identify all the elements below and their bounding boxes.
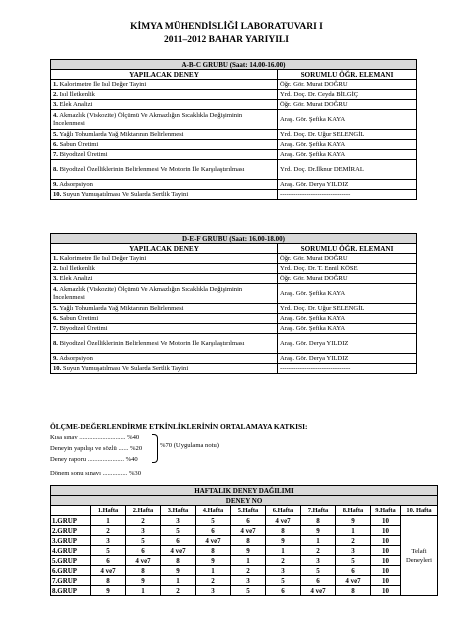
abc-experiment-row (51, 130, 417, 140)
experiment-name-text: Sabun Üretimi (59, 140, 99, 148)
experiment-cell (51, 190, 278, 200)
experiment-name-text: Isıl İletkenlik (59, 264, 95, 272)
experiment-name-text: Isıl İletkenlik (59, 90, 95, 98)
experiment-no-cell: 9 (301, 526, 336, 536)
experiment-cell (51, 180, 278, 190)
staff-name: Araş. Gör. Şefika KAYA (278, 150, 417, 160)
experiment-cell (51, 130, 278, 140)
experiment-no-cell: 8 (196, 546, 231, 556)
experiment-cell (51, 304, 278, 314)
experiment-name-text: Adsorpsiyon (59, 354, 93, 362)
experiment-no-cell: 5 (196, 516, 231, 526)
schedule-row (51, 556, 438, 566)
week-header: 2.Hafta (126, 506, 161, 516)
staff-name: Öğr. Gör. Murat DOĞRU (278, 80, 417, 90)
staff-name: Araş. Gör. Şefika KAYA (278, 314, 417, 324)
experiment-no-cell: 6 (161, 536, 196, 546)
experiment-no-cell: 8 (301, 516, 336, 526)
experiment-no-cell: 2 (161, 586, 196, 596)
experiment-name-text: Elek Analizi (59, 100, 93, 108)
experiment-no-cell: 6 (336, 566, 371, 576)
experiment-no-cell: 6 (196, 526, 231, 536)
experiment-no-cell: 8 (126, 566, 161, 576)
experiment-cell (51, 314, 278, 324)
def-experiment-row (51, 274, 417, 284)
abc-experiment-row (51, 110, 417, 130)
experiment-no-cell: 6 (126, 546, 161, 556)
experiment-number: 5. (53, 130, 58, 138)
experiment-no-cell: 9 (91, 586, 126, 596)
group-name: 7.GRUP (51, 576, 91, 586)
experiment-cell (51, 110, 278, 130)
group-name: 8.GRUP (51, 586, 91, 596)
schedule-row (51, 526, 438, 536)
experiment-name-text: Biyodizel Özelliklerinin Belirlenmesi Ve Motorin İle Karşılaştırılması (59, 165, 245, 173)
staff-name: Yrd. Doç. Dr. T. Ennil KÖSE (278, 264, 417, 274)
def-group-header: D-E-F GRUBU (Saat: 16.00-18.00) (51, 234, 417, 244)
experiment-no-cell: 9 (266, 536, 301, 546)
experiment-number: 9. (53, 180, 58, 188)
experiment-cell (51, 100, 278, 110)
evaluation-note: %70 (Uygulama notu) (160, 442, 219, 449)
staff-name: Araş. Gör. Şefika KAYA (278, 140, 417, 150)
abc-experiment-row (51, 80, 417, 90)
def-experiment-row (51, 304, 417, 314)
makeup-experiments-cell: Telafi Deneyleri (401, 516, 438, 596)
experiment-name-text: Akmazlık (Viskozite) Ölçümü Ve Akmazlığın Sıcaklıkla Değişiminin İncelenmesi (53, 111, 243, 127)
week-header: 8.Hafta (336, 506, 371, 516)
abc-experiment-row (51, 150, 417, 160)
abc-col-staff: SORUMLU ÖĞR. ELEMANI (278, 70, 417, 80)
experiment-no-cell: 8 (336, 586, 371, 596)
group-name: 3.GRUP (51, 536, 91, 546)
def-col-experiment: YAPILACAK DENEY (51, 244, 278, 254)
experiment-no-cell: 1 (196, 566, 231, 576)
experiment-number: 6. (53, 140, 58, 148)
experiment-number: 6. (53, 314, 58, 322)
week-header: 3.Hafta (161, 506, 196, 516)
experiment-no-cell: 2 (336, 536, 371, 546)
experiment-no-cell: 10 (371, 546, 401, 556)
experiment-cell (51, 160, 278, 180)
experiment-number: 7. (53, 150, 58, 158)
staff-name: Araş. Gör. Şefika KAYA (278, 284, 417, 304)
group-name: 1.GRUP (51, 516, 91, 526)
experiment-number: 4. (53, 111, 58, 119)
staff-name: Yrd. Doç. Dr. Uğur SELENGİL (278, 304, 417, 314)
experiment-cell (51, 254, 278, 264)
schedule-row (51, 546, 438, 556)
experiment-number: 8. (53, 165, 58, 173)
experiment-cell (51, 140, 278, 150)
experiment-name-text: Sabun Üretimi (59, 314, 99, 322)
experiment-no-cell: 5 (266, 576, 301, 586)
abc-group-table (50, 59, 417, 200)
experiment-number: 3. (53, 100, 58, 108)
abc-experiment-row (51, 160, 417, 180)
experiment-number: 9. (53, 354, 58, 362)
experiment-number: 2. (53, 264, 58, 272)
experiment-no-cell: 10 (371, 556, 401, 566)
experiment-no-cell: 4 ve7 (196, 536, 231, 546)
week-header: 4.Hafta (196, 506, 231, 516)
experiment-no-cell: 9 (161, 566, 196, 576)
experiment-no-cell: 1 (126, 586, 161, 596)
staff-name: Araş. Gör. Derya YILDIZ (278, 354, 417, 364)
abc-experiment-row (51, 140, 417, 150)
experiment-cell (51, 284, 278, 304)
group-name: 2.GRUP (51, 526, 91, 536)
experiment-cell (51, 364, 278, 374)
experiment-no-cell: 10 (371, 516, 401, 526)
weekly-schedule-table (50, 485, 438, 596)
evaluation-item: Dönem sonu sınavı ............... %30 (50, 470, 142, 477)
experiment-no-cell: 5 (336, 556, 371, 566)
experiment-number: 2. (53, 90, 58, 98)
group-name: 5.GRUP (51, 556, 91, 566)
experiment-number: 8. (53, 339, 58, 347)
corner-cell (51, 506, 91, 516)
experiment-no-cell: 8 (91, 576, 126, 586)
experiment-no-cell: 8 (231, 536, 266, 546)
evaluation-item: Deneyin yapılışı ve sözlü ...... %20 (50, 445, 143, 452)
staff-name: Araş. Gör. Derya YILDIZ (278, 180, 417, 190)
def-col-staff: SORUMLU ÖĞR. ELEMANI (278, 244, 417, 254)
experiment-no-cell: 9 (231, 546, 266, 556)
experiment-no-cell: 3 (336, 546, 371, 556)
semester-subtitle: 2011–2012 BAHAR YARIYILI (164, 35, 289, 45)
def-experiment-row (51, 264, 417, 274)
def-experiment-row (51, 334, 417, 354)
staff-name: Öğr. Gör. Murat DOĞRU (278, 100, 417, 110)
experiment-no-cell: 10 (371, 576, 401, 586)
experiment-no-cell: 4 ve7 (126, 556, 161, 566)
experiment-no-cell: 5 (91, 546, 126, 556)
abc-experiment-row (51, 190, 417, 200)
experiment-no-cell: 6 (301, 576, 336, 586)
week-header: 9.Hafta (371, 506, 401, 516)
experiment-no-cell: 5 (126, 536, 161, 546)
experiment-no-cell: 1 (301, 536, 336, 546)
def-experiment-row (51, 254, 417, 264)
abc-col-experiment: YAPILACAK DENEY (51, 70, 278, 80)
experiment-cell (51, 324, 278, 334)
abc-experiment-row (51, 100, 417, 110)
staff-name: Araş. Gör. Şefika KAYA (278, 110, 417, 130)
week-header: 6.Hafta (266, 506, 301, 516)
week-header: 1.Hafta (91, 506, 126, 516)
experiment-name-text: Elek Analizi (59, 274, 93, 282)
group-name: 4.GRUP (51, 546, 91, 556)
def-experiment-row (51, 324, 417, 334)
experiment-no-cell: 2 (126, 516, 161, 526)
experiment-name-text: Yağlı Tohumlarda Yağ Miktarının Belirlenmesi (59, 304, 184, 312)
experiment-no-cell: 4 ve7 (301, 586, 336, 596)
experiment-name-text: Akmazlık (Viskozite) Ölçümü Ve Akmazlığın Sıcaklıkla Değişiminin İncelenmesi (53, 285, 243, 301)
staff-name: Yrd. Doç. Dr. Ceyda BİLGİÇ (278, 90, 417, 100)
week-header: 7.Hafta (301, 506, 336, 516)
experiment-no-cell: 4 ve7 (91, 566, 126, 576)
experiment-number: 10. (53, 190, 62, 198)
evaluation-item: Deney raporu ...................... %40 (50, 456, 138, 463)
experiment-no-cell: 4 ve7 (336, 576, 371, 586)
experiment-no-cell: 2 (266, 556, 301, 566)
experiment-no-cell: 6 (231, 516, 266, 526)
experiment-name-text: Yağlı Tohumlarda Yağ Miktarının Belirlenmesi (59, 130, 184, 138)
experiment-no-cell: 5 (301, 566, 336, 576)
staff-name: -------------------------------- (278, 364, 417, 374)
experiment-no-cell: 3 (266, 566, 301, 576)
schedule-row (51, 586, 438, 596)
experiment-no-cell: 10 (371, 536, 401, 546)
schedule-row (51, 516, 438, 526)
experiment-no-cell: 6 (266, 586, 301, 596)
def-experiment-row (51, 314, 417, 324)
week-header: 10. Hafta (401, 506, 438, 516)
experiment-no-cell: 8 (266, 526, 301, 536)
abc-group-header: A-B-C GRUBU (Saat: 14.00-16.00) (51, 60, 417, 70)
staff-name: Yrd. Doç. Dr.İlknur DEMİRAL (278, 160, 417, 180)
experiment-no-cell: 1 (336, 526, 371, 536)
experiment-no-cell: 3 (231, 576, 266, 586)
experiment-no-cell: 5 (231, 586, 266, 596)
def-experiment-row (51, 364, 417, 374)
experiment-number: 5. (53, 304, 58, 312)
experiment-no-cell: 10 (371, 586, 401, 596)
experiment-no-cell: 5 (161, 526, 196, 536)
experiment-name-text: Adsorpsiyon (59, 180, 93, 188)
experiment-no-cell: 3 (196, 586, 231, 596)
group-name: 6.GRUP (51, 566, 91, 576)
schedule-row (51, 536, 438, 546)
experiment-no-cell: 6 (91, 556, 126, 566)
experiment-name-text: Kalorimetre İle Isıl Değer Tayini (59, 254, 147, 262)
experiment-number: 10. (53, 364, 62, 372)
evaluation-item: Kısa sınav ............................ %40 (50, 434, 140, 441)
experiment-cell (51, 150, 278, 160)
experiment-number: 4. (53, 285, 58, 293)
experiment-no-cell: 8 (161, 556, 196, 566)
experiment-name-text: Suyun Yumuşatılması Ve Sularda Sertlik Tayini (62, 190, 189, 198)
def-experiment-row (51, 284, 417, 304)
experiment-no-cell: 9 (126, 576, 161, 586)
experiment-no-cell: 3 (301, 556, 336, 566)
staff-name: -------------------------------- (278, 190, 417, 200)
experiment-no-cell: 10 (371, 566, 401, 576)
abc-experiment-row (51, 90, 417, 100)
def-experiment-row (51, 354, 417, 364)
experiment-no-cell: 1 (231, 556, 266, 566)
schedule-subheader: DENEY NO (51, 496, 438, 506)
experiment-no-cell: 3 (161, 516, 196, 526)
experiment-cell (51, 264, 278, 274)
experiment-no-cell: 1 (91, 516, 126, 526)
experiment-no-cell: 2 (231, 566, 266, 576)
schedule-row (51, 576, 438, 586)
week-header-row (51, 506, 438, 516)
experiment-cell (51, 90, 278, 100)
experiment-no-cell: 3 (91, 536, 126, 546)
experiment-name-text: Biyodizel Özelliklerinin Belirlenmesi Ve Motorin İle Karşılaştırılması (59, 339, 245, 347)
schedule-header: HAFTALIK DENEY DAĞILIMI (51, 486, 438, 496)
def-group-table (50, 233, 417, 374)
experiment-name-text: Biyodizel Üretimi (59, 324, 108, 332)
experiment-name-text: Kalorimetre İle Isıl Değer Tayini (59, 80, 147, 88)
experiment-no-cell: 9 (196, 556, 231, 566)
abc-experiment-row (51, 180, 417, 190)
experiment-number: 1. (53, 254, 58, 262)
experiment-no-cell: 2 (91, 526, 126, 536)
staff-name: Araş. Gör. Derya YILDIZ (278, 334, 417, 354)
experiment-number: 1. (53, 80, 58, 88)
brace-shape (152, 434, 158, 463)
experiment-cell (51, 274, 278, 284)
document-title: KİMYA MÜHENDİSLİĞİ LABORATUVARI I (130, 22, 323, 32)
experiment-cell (51, 80, 278, 90)
experiment-cell (51, 334, 278, 354)
experiment-cell (51, 354, 278, 364)
staff-name: Öğr. Gör. Murat DOĞRU (278, 254, 417, 264)
evaluation-title: ÖLÇME-DEĞERLENDİRME ETKİNLİKLERİNİN ORTALAMAYA KATKISI: (50, 422, 308, 431)
schedule-row (51, 566, 438, 576)
experiment-name-text: Suyun Yumuşatılması Ve Sularda Sertlik Tayini (62, 364, 189, 372)
experiment-no-cell: 3 (126, 526, 161, 536)
experiment-no-cell: 4 ve7 (266, 516, 301, 526)
experiment-number: 3. (53, 274, 58, 282)
experiment-no-cell: 1 (161, 576, 196, 586)
experiment-no-cell: 4 ve7 (161, 546, 196, 556)
experiment-no-cell: 1 (266, 546, 301, 556)
experiment-no-cell: 9 (336, 516, 371, 526)
staff-name: Yrd. Doç. Dr. Uğur SELENGİL (278, 130, 417, 140)
experiment-no-cell: 2 (196, 576, 231, 586)
experiment-no-cell: 2 (301, 546, 336, 556)
staff-name: Öğr. Gör. Murat DOĞRU (278, 274, 417, 284)
experiment-number: 7. (53, 324, 58, 332)
experiment-no-cell: 10 (371, 526, 401, 536)
experiment-no-cell: 4 ve7 (231, 526, 266, 536)
experiment-name-text: Biyodizel Üretimi (59, 150, 108, 158)
staff-name: Araş. Gör. Şefika KAYA (278, 324, 417, 334)
week-header: 5.Hafta (231, 506, 266, 516)
